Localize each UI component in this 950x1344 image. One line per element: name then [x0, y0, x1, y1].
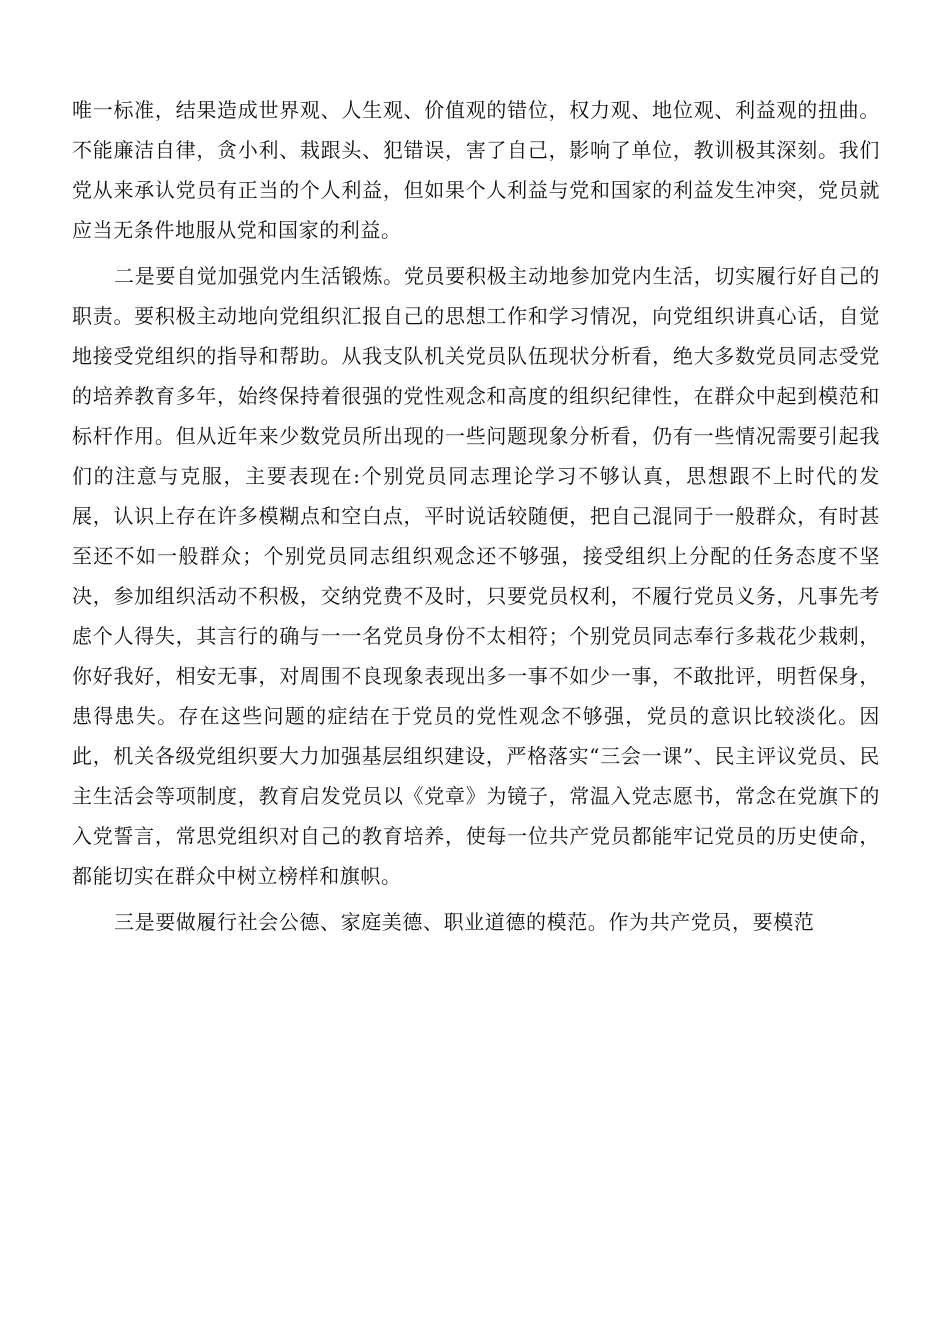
paragraph-party-life: 二是要自觉加强党内生活锻炼。党员要积极主动地参加党内生活，切实履行好自己的职责。要积极主动地向党组织汇报自己的思想工作和学习情况，向党组织讲真心话，自觉地接受党组织的指导和帮助。从我支队机关党员队伍现状分析看，绝大多数党员同志受党的培养教育多年，始终保持着很强的党性观念和高度的组织纪律性，在群众中起到模范和标杆作用。但从近年来少数党员所出现的一些问题现象分析看，仍有一些情况需要引起我们的注意与克服，主要表现在:个别党员同志理论学习不够认真，思想跟不上时代的发展，认识上存在许多模糊点和空白点，平时说话较随便，把自己混同于一般群众，有时甚至还不如一般群众；个别党员同志组织观念还不够强，接受组织上分配的任务态度不坚决，参加组织活动不积极，交纳党费不及时，只要党员权利，不履行党员义务，凡事先考虑个人得失，其言行的确与一一名党员身份不太相符；个别党员同志奉行多栽花少栽刺，你好我好，相安无事，对周围不良现象表现出多一事不如少一事，不敢批评，明哲保身，患得患失。存在这些问题的症结在于党员的党性观念不够强，党员的意识比较淡化。因此，机关各级党组织要大力加强基层组织建设，严格落实“三会一课”、民主评议党员、民主生活会等项制度，教育启发党员以《党章》为镜子，常温入党志愿书，常念在党旗下的入党誓言，常思党组织对自己的教育培养，使每一位共产党员都能牢记党员的历史使命，都能切实在群众中树立榜样和旗帜。: [72, 264, 880, 888]
document-body: [72, 90, 880, 948]
paragraph-continuation: 唯一标准，结果造成世界观、人生观、价值观的错位，权力观、地位观、利益观的扭曲。不能廉洁自律，贪小利、栽跟头、犯错误，害了自己，影响了单位，教训极其深刻。我们党从来承认党员有正当的个人利益，但如果个人利益与党和国家的利益发生冲突，党员就应当无条件地服从党和国家的利益。: [72, 98, 880, 242]
paragraph-moral-model: 三是要做履行社会公德、家庭美德、职业道德的模范。作为共产党员，要模范: [114, 910, 815, 934]
